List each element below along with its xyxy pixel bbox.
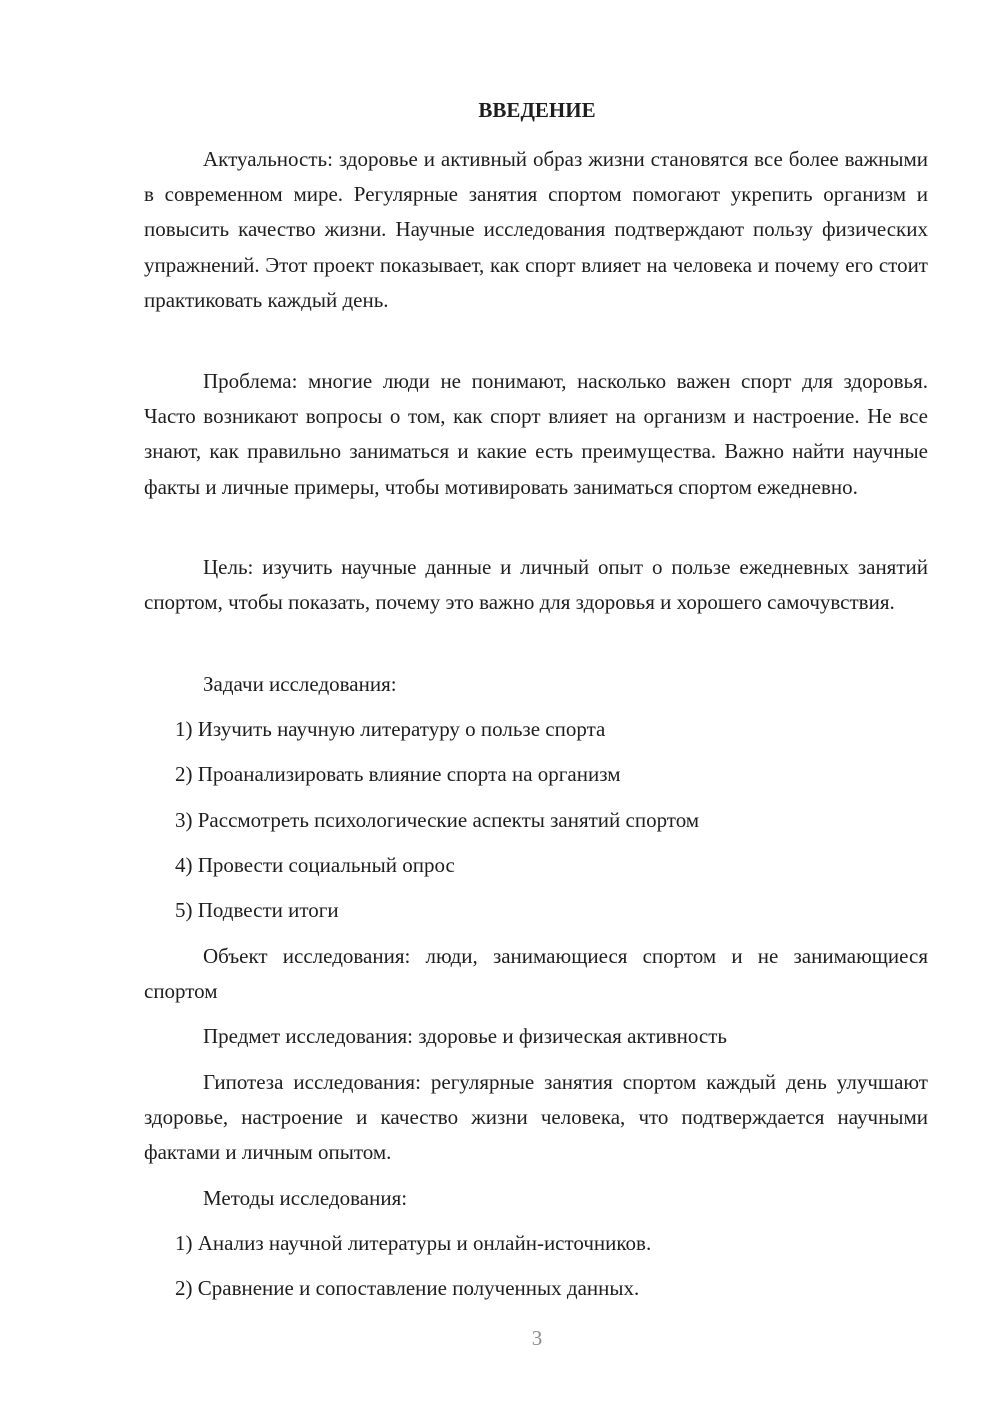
tasks-item-1-block xyxy=(144,712,928,747)
problem-paragraph: Проблема: многие люди не понимают, насколько важен спорт для здоровья. Часто возникают вопросы о том, как спорт влияет на организм и настроение. Не все знают, как правильно заниматься и какие есть преимущества. Важно найти научные факты и личные примеры, чтобы мотивировать заниматься спортом ежедневно. xyxy=(144,369,928,499)
methods-item-1-block xyxy=(144,1226,928,1261)
task-item: 1) Изучить научную литературу о пользе спорта xyxy=(175,717,606,741)
object-paragraph: Объект исследования: люди, занимающиеся спортом и не занимающиеся спортом xyxy=(144,944,928,1004)
tasks-heading: Задачи исследования: xyxy=(203,672,397,696)
task-item: 2) Проанализировать влияние спорта на организм xyxy=(175,762,621,786)
tasks-heading-block xyxy=(144,667,928,702)
relevance-block xyxy=(144,142,928,318)
task-item: 5) Подвести итоги xyxy=(175,898,339,922)
hypothesis-block xyxy=(144,1065,928,1171)
method-item: 1) Анализ научной литературы и онлайн-источников. xyxy=(175,1231,652,1255)
task-item: 4) Провести социальный опрос xyxy=(175,853,455,877)
tasks-item-3-block xyxy=(144,803,928,838)
tasks-item-2-block xyxy=(144,757,928,792)
page-title: ВВЕДЕНИЕ xyxy=(478,98,596,122)
methods-heading-block xyxy=(144,1181,928,1216)
task-item: 3) Рассмотреть психологические аспекты занятий спортом xyxy=(175,808,700,832)
tasks-item-5-block xyxy=(144,893,928,928)
subject-paragraph: Предмет исследования: здоровье и физическая активность xyxy=(203,1024,727,1048)
methods-heading: Методы исследования: xyxy=(203,1186,408,1210)
object-block xyxy=(144,939,928,1009)
methods-item-2-block xyxy=(144,1271,928,1306)
method-item: 2) Сравнение и сопоставление полученных данных. xyxy=(175,1276,640,1300)
page-number: 3 xyxy=(531,1326,543,1350)
goal-block xyxy=(144,550,928,620)
subject-block xyxy=(144,1019,928,1054)
goal-paragraph: Цель: изучить научные данные и личный опыт о пользе ежедневных занятий спортом, чтобы показать, почему это важно для здоровья и хорошего самочувствия. xyxy=(144,555,928,615)
problem-block xyxy=(144,364,928,505)
hypothesis-paragraph: Гипотеза исследования: регулярные занятия спортом каждый день улучшают здоровье, настроение и качество жизни человека, что подтверждается научными фактами и личным опытом. xyxy=(144,1070,928,1165)
relevance-paragraph: Актуальность: здоровье и активный образ жизни становятся все более важными в современном мире. Регулярные занятия спортом помогают укрепить организм и повысить качество жизни. Научные исследования подтверждают пользу физических упражнений. Этот проект показывает, как спорт влияет на человека и почему его стоит практиковать каждый день. xyxy=(144,147,928,312)
tasks-item-4-block xyxy=(144,848,928,883)
